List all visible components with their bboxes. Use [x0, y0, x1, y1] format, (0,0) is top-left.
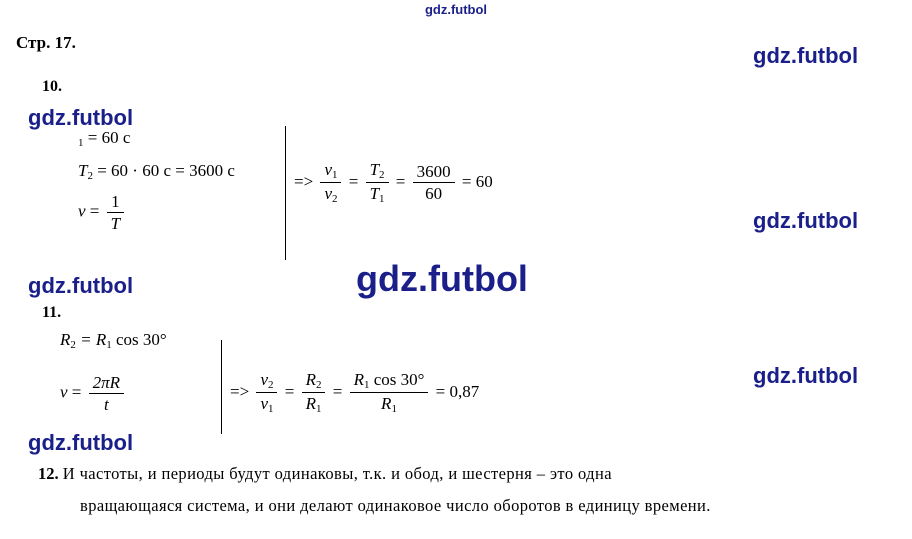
task10-line3-var: ν — [78, 201, 86, 221]
R1-lower: R — [305, 394, 316, 414]
task10-eq2: = — [395, 171, 406, 191]
task10-frac-denominator: T — [110, 214, 121, 234]
task10-line1 — [78, 128, 278, 149]
task10-result: = 60 — [461, 171, 493, 191]
task11-eq2: = — [332, 381, 343, 401]
task11-line2 — [60, 373, 220, 414]
task11-ratio-nu-den — [256, 393, 277, 415]
task11-result: = 0,87 — [435, 381, 480, 401]
task11-left-math — [60, 330, 220, 414]
watermark-right-1: gdz.futbol — [753, 43, 859, 68]
task10-line3-eq: = — [89, 201, 100, 221]
task11-cos: cos 30° — [116, 330, 167, 349]
task10-right-math — [294, 160, 493, 206]
task10-line2-var: T — [78, 161, 88, 181]
task12-line1: И частоты, и периоды будут одинаковы, т.к. и обод, и шестерня – это одна — [62, 464, 612, 483]
task10-ratio-T-num — [366, 160, 389, 183]
nu-lower-sub: 2 — [331, 193, 338, 206]
task11-ratio-cos — [350, 370, 429, 416]
cos-30: cos 30° — [373, 370, 425, 389]
item-number-10: 10. — [42, 78, 62, 95]
watermark-right-3: gdz.futbol — [753, 363, 859, 388]
task10-line3 — [78, 192, 278, 233]
R2-upper-sub: 2 — [315, 379, 322, 392]
watermark-right-2: gdz.futbol — [753, 208, 859, 233]
task10-line1-sub: 1 — [78, 137, 84, 150]
T-lower: T — [369, 184, 380, 204]
task10-frac-numerator: 1 — [107, 192, 124, 213]
task10-line2-value: = 60 · 60 с = 3600 с — [97, 161, 235, 181]
task11-ratio-cos-den — [350, 393, 429, 415]
task11-nu: ν — [60, 382, 68, 402]
watermark-left-1: gdz.futbol — [28, 105, 134, 130]
watermark-left-2: gdz.futbol — [28, 273, 134, 298]
watermark-center: gdz.futbol — [356, 258, 528, 299]
T-upper: T — [369, 160, 380, 179]
nu1-lower: ν — [260, 394, 268, 414]
task11-ratio-R-num — [302, 370, 326, 393]
task10-left-math — [78, 128, 278, 233]
task10-ratio-nu-num — [320, 160, 341, 183]
item-number-12: 12. — [38, 464, 59, 483]
task12-paragraph — [38, 458, 883, 522]
task11-line1 — [60, 330, 220, 351]
nu2-upper: ν — [260, 370, 268, 389]
task10-line2 — [78, 161, 278, 182]
task11-fraction — [89, 373, 124, 414]
task10-arrow: => — [294, 171, 314, 191]
item-number-11: 11. — [42, 304, 62, 321]
watermark-left-3: gdz.futbol — [28, 430, 134, 455]
R1cos-upper-sub: 1 — [363, 379, 370, 392]
T-lower-sub: 1 — [379, 193, 385, 206]
task11-arrow: => — [230, 381, 250, 401]
task10-ratio-T-den — [366, 183, 389, 205]
task11-eq: = — [71, 382, 82, 402]
task11-ratio-cos-num — [350, 370, 429, 393]
task10-ratio-nu-den — [320, 183, 341, 205]
task11-R2: R — [60, 330, 71, 349]
task11-R2-sub: 2 — [70, 339, 76, 352]
R1-lower-2-sub: 1 — [391, 403, 397, 416]
task10-num-60: 60 — [425, 184, 443, 204]
task11-eq1: = — [284, 381, 295, 401]
task11-R1-sub: 1 — [106, 339, 112, 352]
R1cos-upper: R — [353, 370, 364, 389]
task12-line2: вращающаяся система, и они делают одинаковое число оборотов в единицу времени. — [80, 496, 711, 516]
page-label: Стр. 17. — [16, 33, 76, 52]
R2-upper: R — [305, 370, 316, 389]
task11-eq-R1: = R — [80, 330, 107, 349]
nu-lower: ν — [324, 184, 332, 204]
task10-fraction — [107, 192, 124, 233]
task11-ratio-nu-num — [256, 370, 277, 393]
nu2-upper-sub: 2 — [267, 379, 274, 392]
vertical-divider-11 — [221, 340, 222, 434]
task10-ratio-nu — [320, 160, 341, 206]
T-upper-sub: 2 — [379, 169, 385, 182]
task10-ratio-T — [366, 160, 389, 206]
task10-line1-value: = 60 с — [87, 128, 131, 147]
task10-ratio-numbers — [413, 162, 455, 203]
nu-upper-sub: 1 — [331, 169, 338, 182]
task11-frac-numerator: 2πR — [89, 373, 124, 394]
nu1-lower-sub: 1 — [267, 403, 274, 416]
task11-ratio-R-den — [302, 393, 326, 415]
R1-lower-2: R — [381, 394, 392, 414]
R1-lower-sub: 1 — [315, 403, 322, 416]
task11-ratio-R — [302, 370, 326, 416]
vertical-divider-10 — [285, 126, 286, 260]
task10-num-3600: 3600 — [413, 162, 455, 183]
task11-frac-denominator: t — [103, 395, 109, 415]
task11-ratio-nu — [256, 370, 277, 416]
task10-eq1: = — [348, 171, 359, 191]
task11-right-math — [230, 370, 479, 416]
nu-upper: ν — [324, 160, 332, 179]
watermark-top: gdz.futbol — [424, 2, 488, 17]
task10-line2-sub: 2 — [87, 170, 93, 183]
